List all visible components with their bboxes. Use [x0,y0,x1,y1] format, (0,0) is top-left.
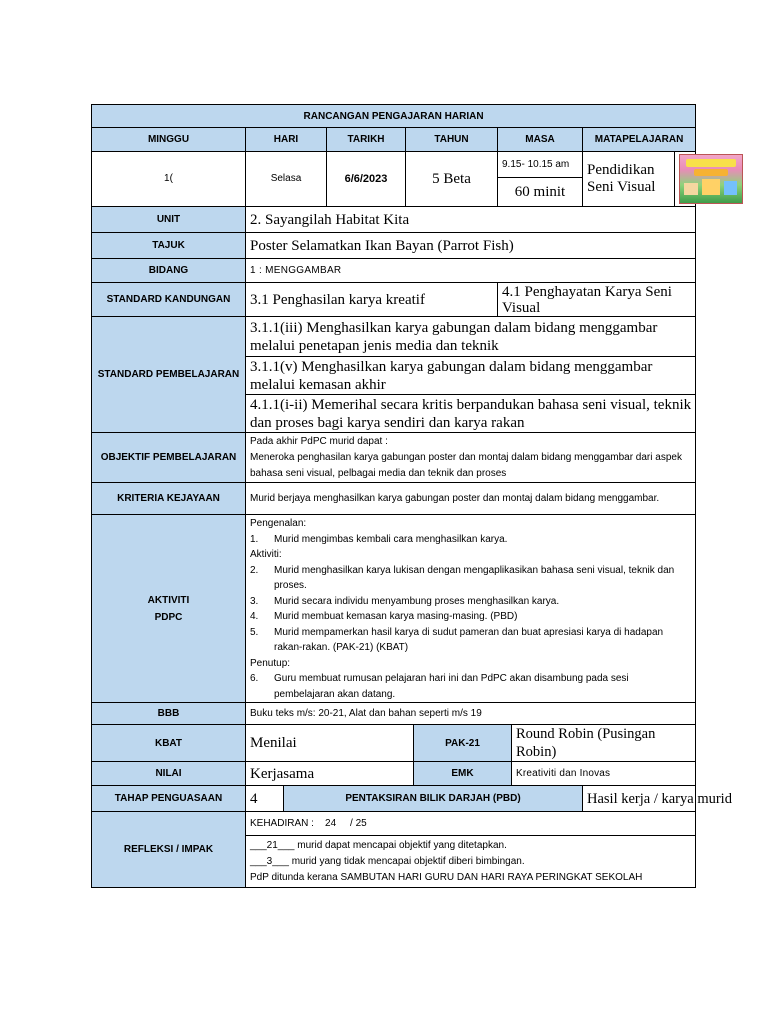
aktiviti-list [250,563,691,656]
label-aktiviti [92,515,246,703]
objektif-text: Meneroka penghasilan karya gabungan poster dan montaj dalam bidang menggambar dari aspek bahasa seni visual, pelbagai media dan teknik dan proses [250,451,682,479]
minggu-value: 1( [92,152,246,207]
hari-value: Selasa [246,152,327,207]
tahap-value: 4 [246,786,284,812]
objektif-cell [246,433,696,483]
label-standard-kandungan: STANDARD KANDUNGAN [92,283,246,317]
list-item: 1. Murid mengimbas kembali cara menghasilkan karya. [250,533,508,545]
tarikh-value: 6/6/2023 [327,152,406,207]
lesson-plan-document [91,104,732,888]
pengenalan-label: Pengenalan: [250,518,307,529]
textbook-cell [675,152,696,207]
label-kriteria: KRITERIA KEJAYAAN [92,483,246,515]
header-minggu: MINGGU [92,128,246,152]
tajuk-value: Poster Selamatkan Ikan Bayan (Parrot Fish) [246,233,696,259]
label-tajuk: TAJUK [92,233,246,259]
nilai-value: Kerjasama [246,762,414,786]
standard-kandungan-b: 4.1 Penghayatan Karya Seni Visual [498,283,696,317]
label-refleksi: REFLEKSI / IMPAK [92,812,246,888]
label-pbd: PENTAKSIRAN BILIK DARJAH (PBD) [284,786,583,812]
standard-kandungan-a: 3.1 Penghasilan karya kreatif [246,283,498,317]
pbd-value: Hasil kerja / karya murid [583,786,696,812]
header-masa: MASA [498,128,583,152]
penutup-list [250,671,691,702]
label-bidang: BIDANG [92,259,246,283]
label-aktiviti-line1: AKTIVITI [147,594,190,606]
aktiviti-cell [246,515,696,703]
tahun-value: 5 Beta [406,152,498,207]
label-unit: UNIT [92,207,246,233]
standard-pembelajaran-3: 4.1.1(i-ii) Memerihal secara kritis berpandukan bahasa seni visual, teknik dan proses bagi karya sendiri dan karya rakan [246,395,696,433]
unit-value: 2. Sayangilah Habitat Kita [246,207,696,233]
header-matapelajaran: MATAPELAJARAN [583,128,696,152]
list-item: 3. Murid secara individu menyambung proses menghasilkan karya. [250,595,560,607]
label-bbb: BBB [92,703,246,725]
list-item: 5. Murid mempamerkan hasil karya di sudut pameran dan buat apresiasi karya di hadapan rakan-rakan. (PAK-21) (KBAT) [250,626,664,653]
standard-pembelajaran-2: 3.1.1(v) Menghasilkan karya gabungan dalam bidang menggambar melalui kemasan akhir [246,357,696,395]
textbook-cover-image [679,154,743,204]
subject-name: Pendidikan Seni Visual [583,152,675,207]
kriteria-value: Murid berjaya menghasilkan karya gabungan poster dan montaj dalam bidang menggambar. [246,483,696,515]
header-hari: HARI [246,128,327,152]
refleksi-line1: ___21___ murid dapat mencapai objektif yang ditetapkan. [250,839,507,851]
label-objektif: OBJEKTIF PEMBELAJARAN [92,433,246,483]
refleksi-line2: ___3___ murid yang tidak mencapai objektif diberi bimbingan. [250,855,525,867]
penutup-label: Penutup: [250,657,291,669]
label-emk: EMK [414,762,512,786]
objektif-intro: Pada akhir PdPC murid dapat : [250,435,388,447]
emk-value: Kreativiti dan Inovas [512,762,696,786]
list-item: 6. Guru membuat rumusan pelajaran hari ini dan PdPC akan disambung pada sesi pembelajaran akan datang. [250,673,629,700]
masa-time: 9.15- 10.15 am [498,152,583,178]
label-nilai: NILAI [92,762,246,786]
bbb-value: Buku teks m/s: 20-21, Alat dan bahan seperti m/s 19 [246,703,696,725]
document-title: RANCANGAN PENGAJARAN HARIAN [92,105,696,128]
pengenalan-list [250,532,691,548]
label-standard-pembelajaran: STANDARD PEMBELAJARAN [92,317,246,433]
standard-pembelajaran-1: 3.1.1(iii) Menghasilkan karya gabungan dalam bidang menggambar melalui penetapan jenis media dan teknik [246,317,696,357]
kbat-value: Menilai [246,725,414,762]
refleksi-cell [246,836,696,888]
label-pak21: PAK-21 [414,725,512,762]
label-aktiviti-line2: PDPC [154,611,183,623]
list-item: 2. Murid menghasilkan karya lukisan dengan mengaplikasikan bahasa seni visual, teknik dan proses. [250,564,675,591]
list-item: 4. Murid membuat kemasan karya masing-masing. (PBD) [250,611,518,622]
header-tarikh: TARIKH [327,128,406,152]
masa-duration: 60 minit [498,178,583,207]
label-tahap: TAHAP PENGUASAAN [92,786,246,812]
lesson-plan-table [91,104,732,888]
bidang-value: 1 : MENGGAMBAR [246,259,696,283]
kehadiran-value: KEHADIRAN : 24 / 25 [246,812,696,836]
label-kbat: KBAT [92,725,246,762]
refleksi-line3: PdP ditunda kerana SAMBUTAN HARI GURU DAN HARI RAYA PERINGKAT SEKOLAH [250,871,643,883]
header-tahun: TAHUN [406,128,498,152]
pak21-value: Round Robin (Pusingan Robin) [512,725,696,762]
aktiviti-label: Aktiviti: [250,549,282,560]
